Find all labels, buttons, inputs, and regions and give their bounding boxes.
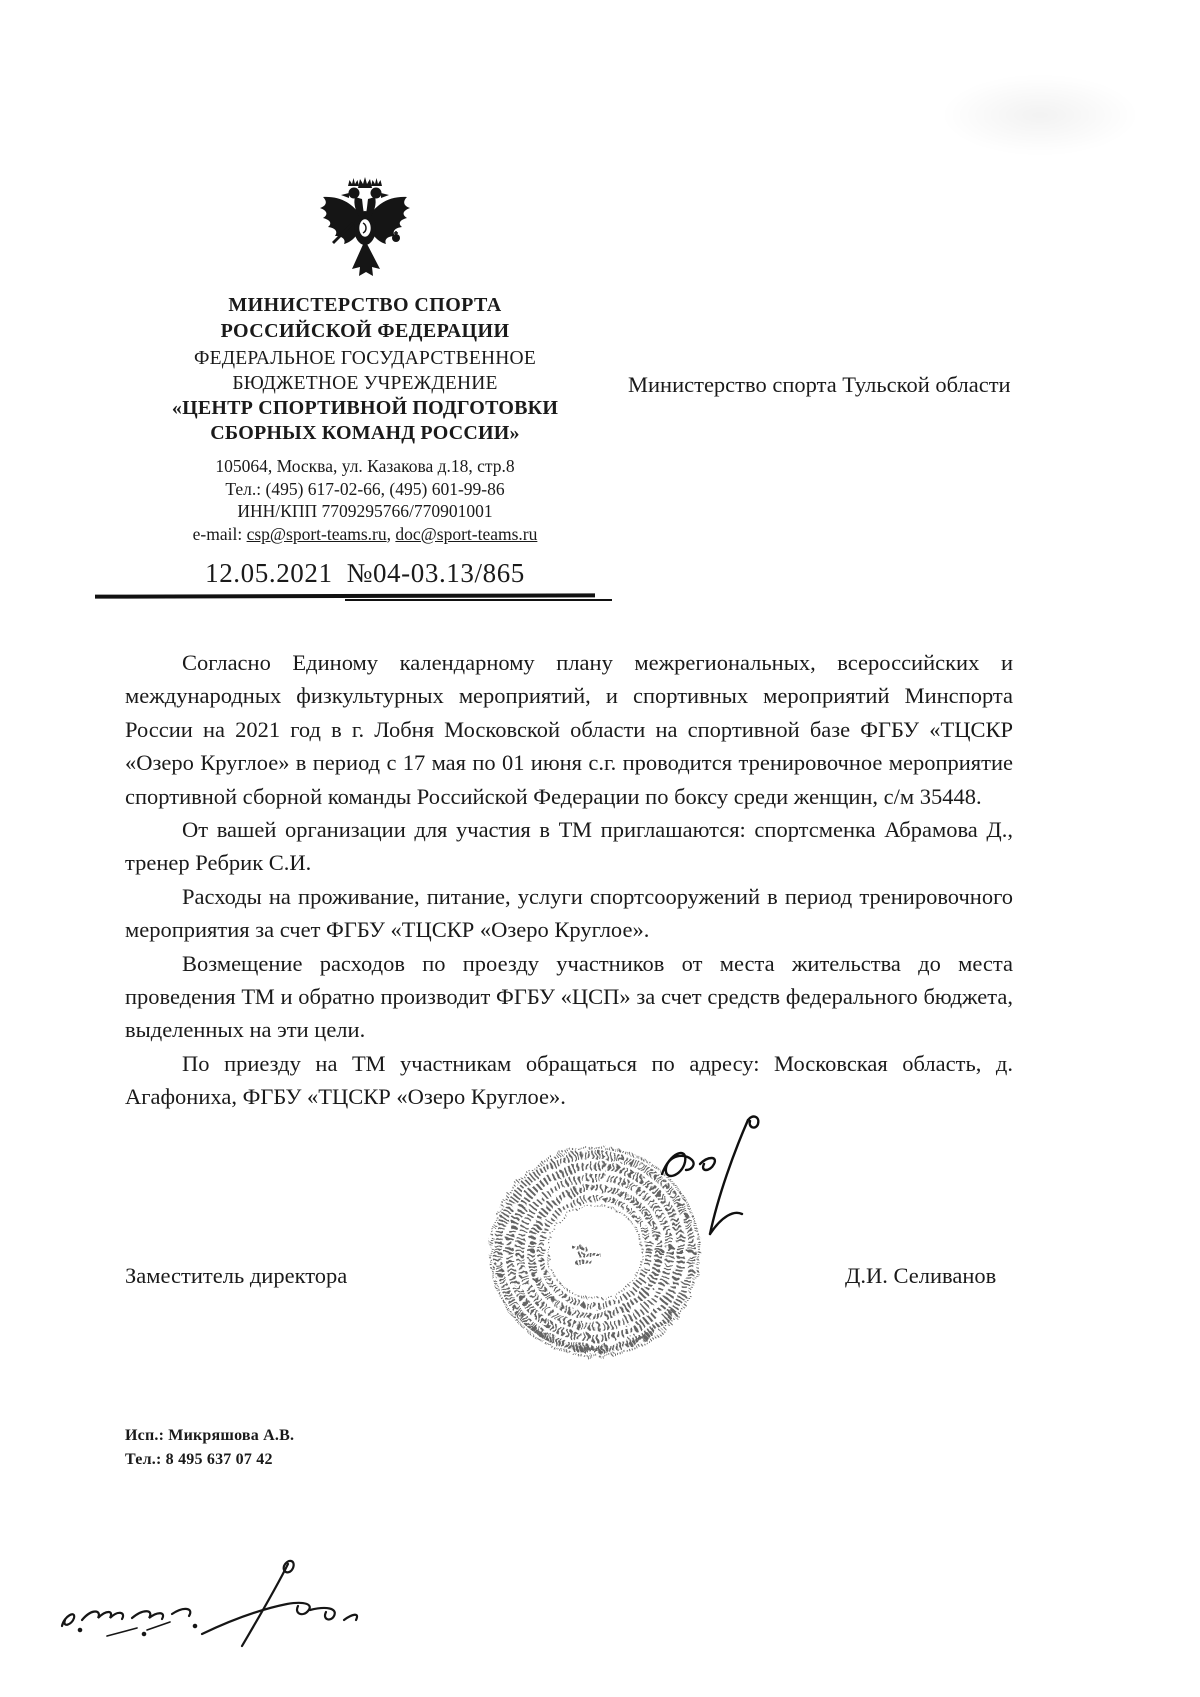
signature-icon [630, 1112, 800, 1262]
handwriting-icon [52, 1548, 412, 1668]
organization-line4: СБОРНЫХ КОМАНД РОССИИ» [210, 422, 520, 444]
letter-body [125, 646, 1013, 1114]
organization-line1: ФЕДЕРАЛЬНОЕ ГОСУДАРСТВЕННОЕ [194, 348, 536, 369]
executor-phone: Тел.: 8 495 637 07 42 [125, 1451, 273, 1468]
organization-line3: «ЦЕНТР СПОРТИВНОЙ ПОДГОТОВКИ [171, 397, 559, 419]
handwritten-note [52, 1548, 412, 1668]
addressee: Министерство спорта Тульской области [628, 372, 1011, 397]
organization-line2: БЮДЖЕТНОЕ УЧРЕЖДЕНИЕ [232, 373, 498, 394]
postal-address: 105064, Москва, ул. Казакова д.18, стр.8 [215, 456, 515, 476]
ministry-name-line2: РОССИЙСКОЙ ФЕДЕРАЦИИ [220, 320, 510, 342]
email-label: e-mail: [192, 523, 247, 544]
letter-paragraph: Расходы на проживание, питание, услуги спортсооружений в период тренировочного мероприятия за счет ФГБУ «ТЦСКР «Озеро Круглое». [125, 883, 1013, 943]
email-primary: csp@sport-teams.ru [246, 523, 387, 544]
signatory-position: Заместитель директора [125, 1263, 348, 1288]
letter-paragraph: Возмещение расходов по проезду участников от места жительства до места проведения ТМ и обратно производит ФГБУ «ЦСП» за счет средств федерального бюджета, выделенных на эти цели. [125, 950, 1013, 1043]
letter-paragraph: Согласно Единому календарному плану межрегиональных, всероссийских и международных физкультурных мероприятий, и спортивных мероприятий Минспорта России на 2021 год в г. Лобня Московской области на спортивной базе ФГБУ «ТЦСКР «Озеро Круглое» в период с 17 мая по 01 июня с.г. проводится тренировочное мероприятие спортивной сборной команды Российской Федерации по боксу среди женщин, с/м 35448. [125, 650, 1013, 809]
ministry-name-line1: МИНИСТЕРСТВО СПОРТА [228, 294, 502, 316]
email-line [100, 523, 630, 546]
scan-artifact [940, 75, 1140, 155]
phone-numbers: Тел.: (495) 617-02-66, (495) 601-99-86 [225, 478, 505, 499]
date-number-line [100, 558, 630, 589]
executor-name: Исп.: Микряшова А.В. [125, 1427, 295, 1444]
letter-date: 12.05.2021 [205, 558, 333, 588]
ministry-name-block [100, 292, 630, 344]
double-headed-eagle-icon [315, 176, 415, 290]
coat-of-arms-eagle-icon [315, 176, 415, 290]
header-divider-line [95, 593, 595, 598]
organization-name-block [100, 346, 630, 446]
executor-block [125, 1424, 294, 1472]
header-divider-line-tail [345, 599, 612, 601]
inn-kpp: ИНН/КПП 7709295766/770901001 [237, 501, 493, 521]
email-secondary: doc@sport-teams.ru [395, 523, 538, 544]
contacts-block [100, 455, 630, 545]
letter-paragraph: От вашей организации для участия в ТМ приглашаются: спортсменка Абрамова Д., тренер Ребрик С.И. [125, 817, 1013, 876]
director-signature [630, 1112, 800, 1262]
email-separator: , [386, 523, 396, 544]
letter-paragraph: По приезду на ТМ участникам обращаться по адресу: Московская область, д. Агафониха, ФГБУ «ТЦСКР «Озеро Круглое». [125, 1050, 1013, 1110]
letter-number: №04-03.13/865 [346, 558, 525, 588]
signatory-name: Д.И. Селиванов [845, 1263, 997, 1288]
